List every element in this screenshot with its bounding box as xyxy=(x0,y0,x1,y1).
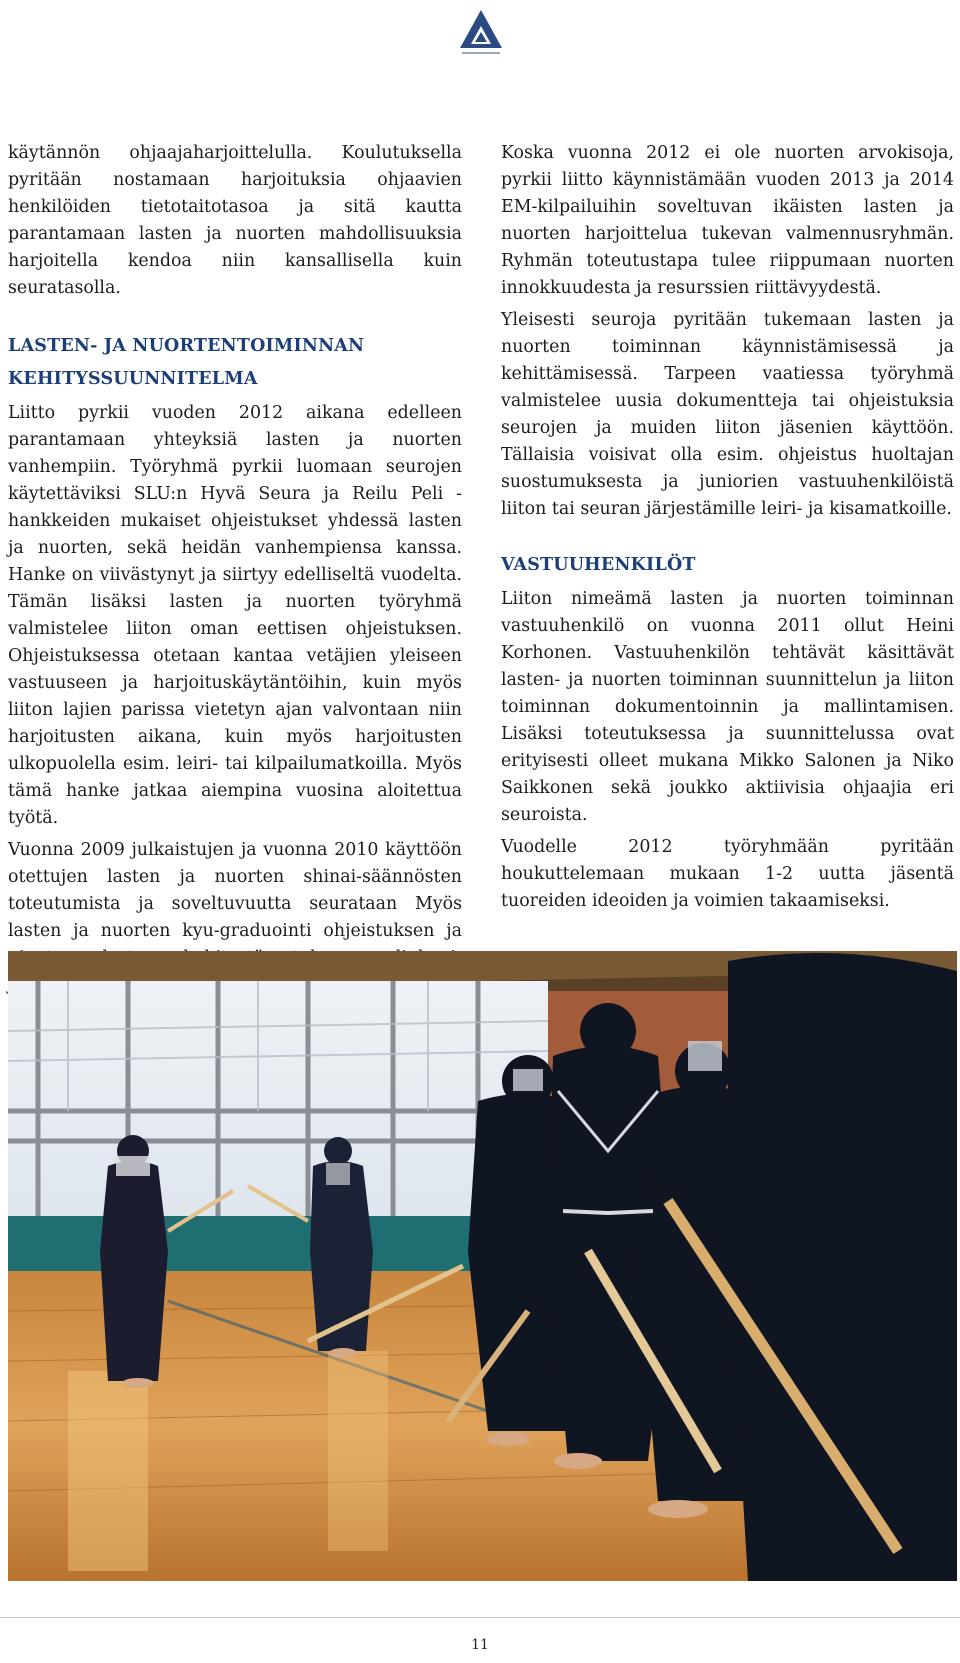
left-paragraph-3: Vuonna 2009 julkaistujen ja vuonna 2010 käyttöön otettujen lasten ja nuorten shinai-säännösten toteutumista ja soveltuvuutta seurataan Myös lasten ja nuorten kyu-graduointi ohjeistuksen ja xyxy=(8,840,462,941)
right-paragraph-3: Liiton nimeämä lasten ja nuorten toiminnan vastuuhenkilö on vuonna 2011 ollut Heini Korhonen. Vastuuhenkilön tehtävät käsittävät lasten- ja nuorten toiminnan suunnittelun ja liiton toiminnan dokumentoinnin ja mallintamisen. Lisäksi toteutuksessa ja suunnittelussa ovat erityisesti olleet mukana Mikko Salonen ja Niko Saikkonen sekä joukko aktiivisia ohjaajia eri seuroista. xyxy=(501,589,954,825)
right-paragraph-1: Koska vuonna 2012 ei ole nuorten arvokisoja, pyrkii liitto käynnistämään vuoden 2013 ja 2014 EM-kilpailuihin soveltuvan ikäisten lasten ja nuorten harjoittelua tukevan valmennusryhmän. Ryhmän toteutustapa tulee riippumaan nuorten innokkuudesta ja resurssien riittävyydestä. xyxy=(501,143,954,298)
left-paragraph-2: Liitto pyrkii vuoden 2012 aikana edelleen parantamaan yhteyksiä lasten ja nuorten vanhempiin. Työryhmä pyrkii luomaan seurojen käytettäviksi SLU:n Hyvä Seura ja Reilu Peli -hankkeiden mukaiset ohjeistukset yhdessä lasten ja nuorten, sekä heidän vanhempiensa kanssa. Hanke on viivästynyt ja siirtyy edelliseltä vuodelta. Tämän lisäksi lasten ja nuorten työryhmä valmistelee liiton oman eettisen ohjeistuksen. Ohjeistuksessa otetaan kantaa vetäjien yleiseen vastuuseen ja harjoituskäytäntöihin, kuin myös liiton lajien parissa vietetyn ajan valvontaan niin harjoitusten aikana, kuin myös harjoitusten ulkopuolella esim. leiri- tai kilpailumatkoilla. Myös tämä hanke jatkaa aiempina vuosina aloitettua työtä. xyxy=(8,403,462,828)
section-heading-development-plan: LASTEN- JA NUORTENTOIMINNAN KEHITYSSUUNNITELMA xyxy=(8,336,365,389)
right-paragraph-4: Vuodelle 2012 työryhmään pyritään houkuttelemaan mukaan 1-2 uutta jäsentä tuoreiden ideoiden ja voimien takaamiseksi. xyxy=(501,837,954,911)
left-column xyxy=(8,140,462,1031)
section-heading-responsible-persons: VASTUUHENKILÖT xyxy=(501,555,696,575)
kendo-practice-photo xyxy=(8,951,957,1581)
footer-rule xyxy=(0,1617,960,1618)
right-paragraph-2: Yleisesti seuroja pyritään tukemaan lasten ja nuorten toiminnan käynnistämisessä ja kehittämisessä. Tarpeen vaatiessa työryhmä valmistelee uusia dokumentteja tai ohjeistuksia seurojen ja muiden liiton jäsenien käyttöön. Tällaisia voisivat olla esim. ohjeistus huoltajan suostumuksesta ja juniorien vastuuhenkilöistä liiton tai seuran järjestämille leiri- ja kisamatkoille. xyxy=(501,310,954,519)
right-column xyxy=(501,140,954,920)
page-number: 11 xyxy=(471,1637,489,1653)
federation-logo xyxy=(454,8,508,58)
left-paragraph-1: käytännön ohjaajaharjoittelulla. Koulutuksella pyritään nostamaan harjoituksia ohjaavien henkilöiden tietotaitotasoa ja sitä kautta parantamaan lasten ja nuorten mahdollisuuksia harjoitella kendoa niin kansallisella kuin seuratasolla. xyxy=(8,143,462,298)
